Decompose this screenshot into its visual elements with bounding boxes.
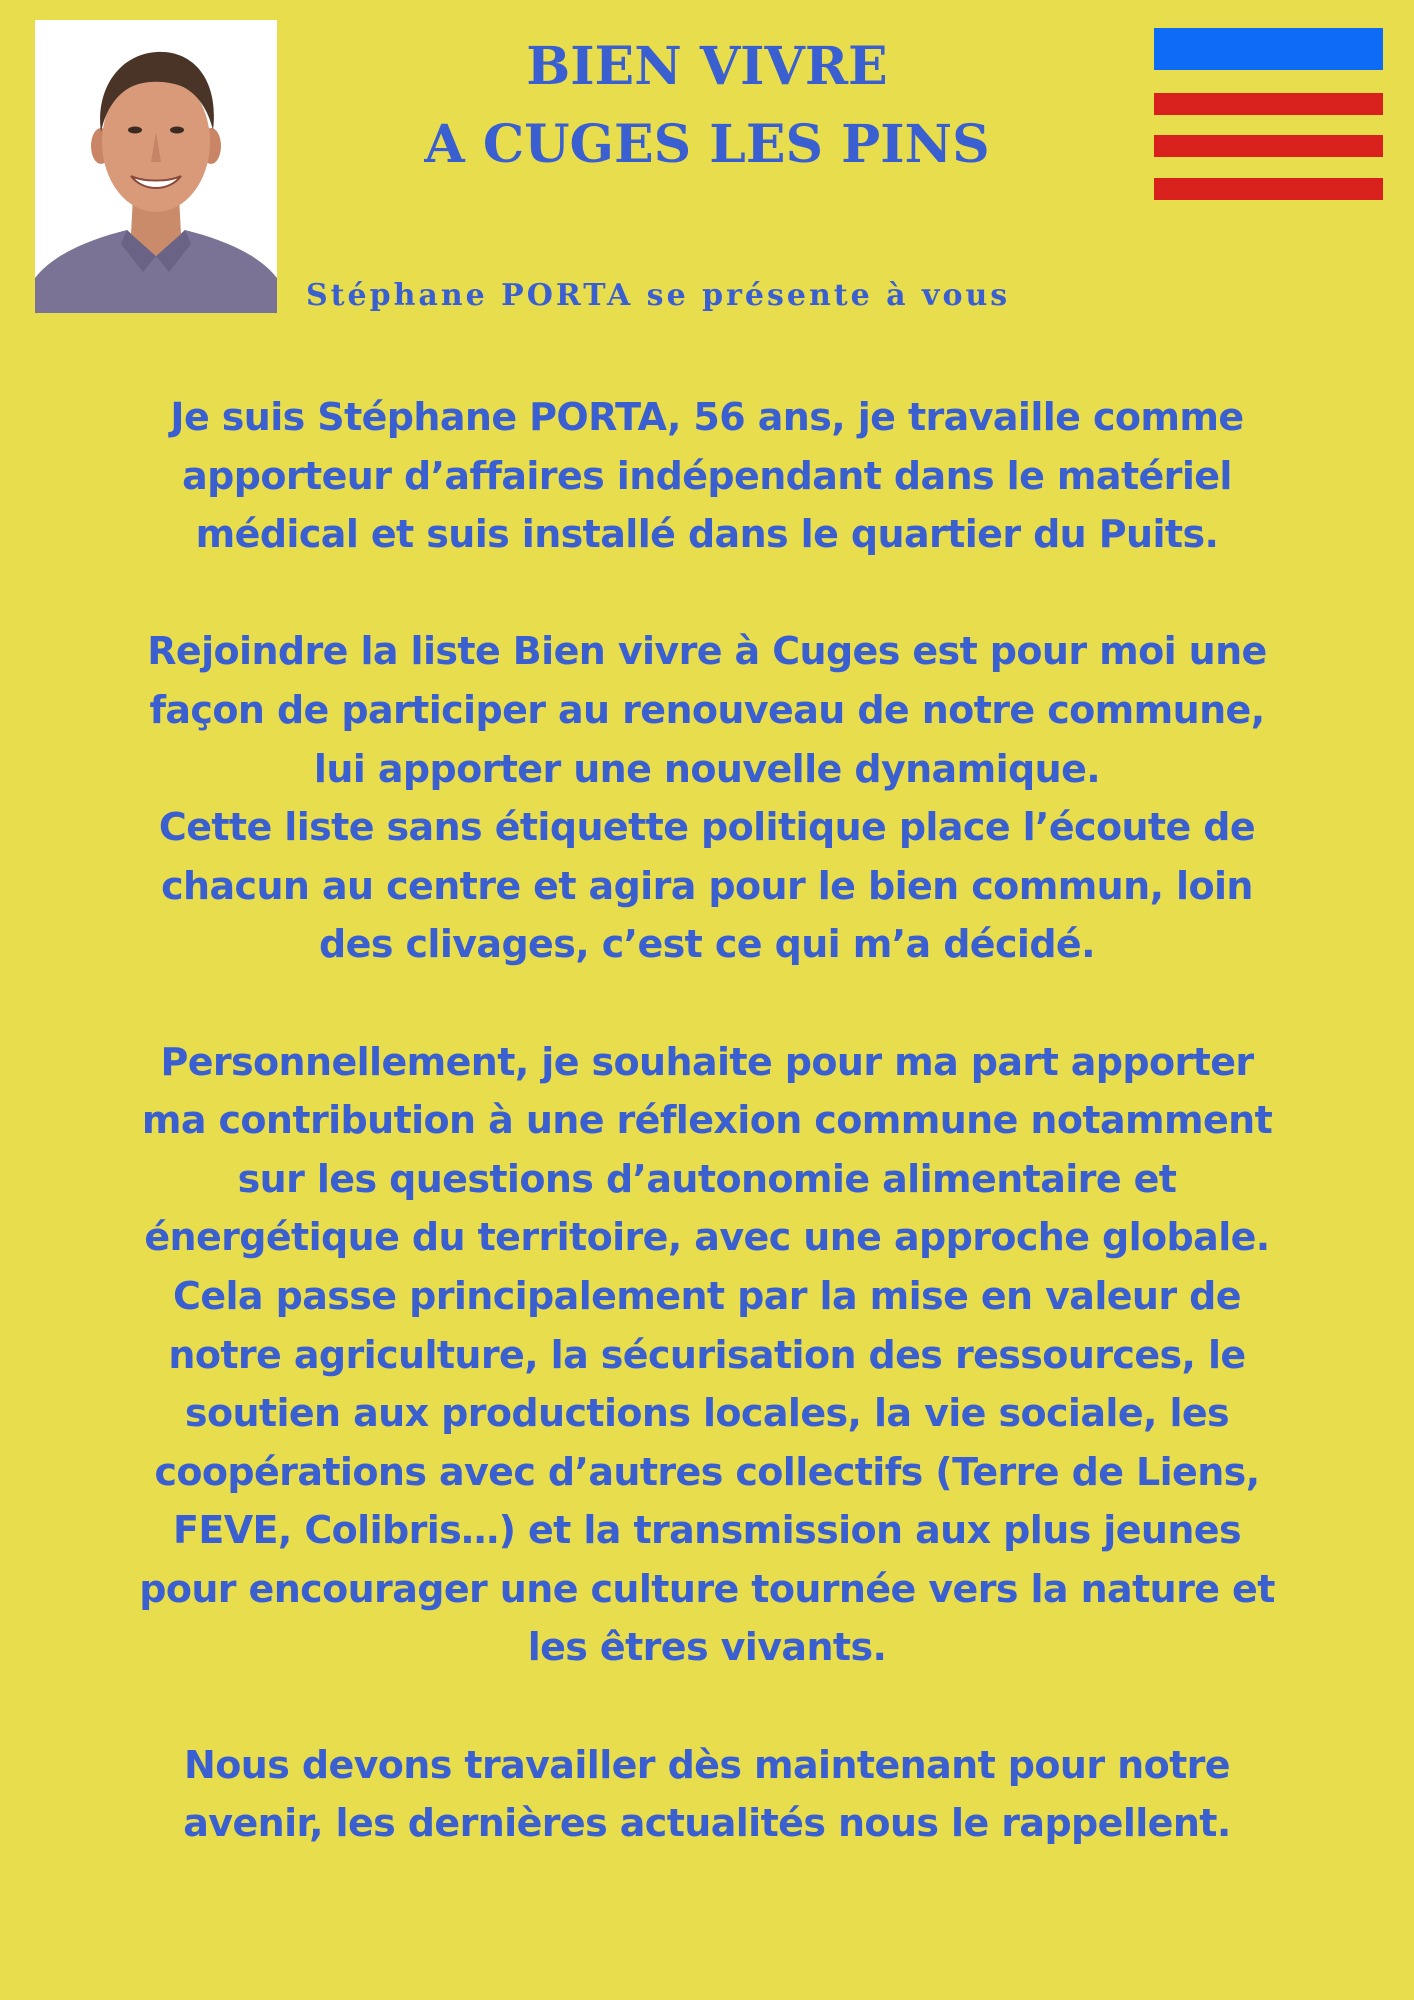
text-line: FEVE, Colibris…) et la transmission aux plus jeunes — [173, 1508, 1241, 1553]
text-line: coopérations avec d’autres collectifs (Terre de Liens, — [154, 1449, 1260, 1494]
paragraph-2 — [55, 622, 1359, 974]
text-line: les êtres vivants. — [527, 1625, 887, 1670]
text-line: des clivages, c’est ce qui m’a décidé. — [319, 922, 1095, 967]
portrait-image — [35, 20, 277, 313]
paragraph-1 — [55, 388, 1359, 564]
text-line: énergétique du territoire, avec une approche globale. — [144, 1215, 1270, 1260]
text-line: Nous devons travailler dès maintenant pour notre — [184, 1742, 1230, 1787]
flag-red-stripe — [1154, 135, 1383, 157]
text-line: Cela passe principalement par la mise en valeur de — [173, 1273, 1241, 1318]
page-title — [300, 28, 1114, 184]
flag-blue-stripe — [1154, 28, 1383, 70]
text-line: notre agriculture, la sécurisation des ressources, le — [168, 1332, 1246, 1377]
flag-red-stripe — [1154, 93, 1383, 115]
page-subtitle: Stéphane PORTA se présente à vous — [306, 278, 1011, 313]
title-line-2: A CUGES LES PINS — [424, 114, 990, 175]
text-line: avenir, les dernières actualités nous le rappellent. — [183, 1801, 1231, 1846]
text-line: sur les questions d’autonomie alimentaire et — [237, 1156, 1177, 1201]
text-line: façon de participer au renouveau de notre commune, — [149, 687, 1265, 732]
paragraph-3 — [55, 1033, 1359, 1678]
text-line: lui apporter une nouvelle dynamique. — [313, 746, 1101, 791]
text-line: Je suis Stéphane PORTA, 56 ans, je travaille comme — [170, 395, 1244, 439]
text-line: Rejoindre la liste Bien vivre à Cuges est pour moi une — [147, 629, 1267, 674]
text-line: Cette liste sans étiquette politique place l’écoute de — [158, 805, 1256, 850]
presentation-text — [55, 388, 1359, 1853]
paragraph-4 — [55, 1736, 1359, 1853]
text-line: soutien aux productions locales, la vie sociale, les — [184, 1391, 1230, 1436]
title-line-1: BIEN VIVRE — [526, 36, 888, 97]
provence-flag-logo — [1154, 28, 1383, 204]
text-line: chacun au centre et agira pour le bien commun, loin — [161, 863, 1253, 908]
text-line: apporteur d’affaires indépendant dans le matériel — [182, 453, 1232, 498]
text-line: ma contribution à une réflexion commune notamment — [141, 1098, 1273, 1143]
candidate-photo — [35, 20, 277, 313]
flag-red-stripe — [1154, 178, 1383, 200]
text-line: médical et suis installé dans le quartier du Puits. — [195, 512, 1219, 557]
text-line: pour encourager une culture tournée vers la nature et — [139, 1566, 1275, 1611]
text-line: Personnellement, je souhaite pour ma part apporter — [160, 1039, 1254, 1084]
